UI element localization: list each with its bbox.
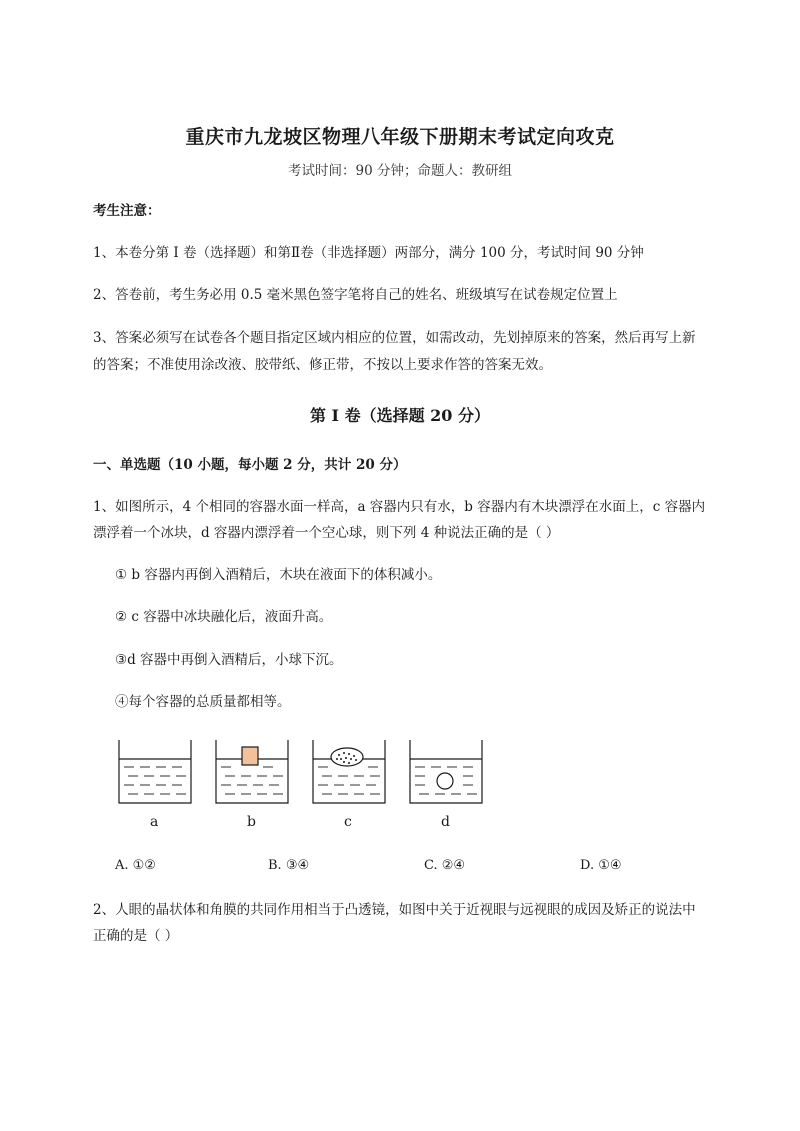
- container-c: [313, 740, 385, 803]
- page-title: 重庆市九龙坡区物理八年级下册期末考试定向攻克: [185, 126, 615, 148]
- section-title: 第 I 卷（选择题 20 分）: [309, 406, 491, 425]
- notice-item-3-line-1: 3、答案必须写在试卷各个题目指定区域内相应的位置，如需改动，先划掉原来的答案，然后再写上新: [93, 330, 696, 346]
- question-1-line-2: 漂浮着一个冰块，d 容器内漂浮着一个空心球，则下列 4 种说法正确的是（ ）: [93, 525, 560, 541]
- container-b: [216, 740, 288, 803]
- label-d: d: [441, 814, 450, 830]
- statement-3: ③d 容器中再倒入酒精后，小球下沉。: [115, 652, 343, 668]
- containers-figure: [108, 732, 508, 842]
- question-1-line-1: 1、如图所示，4 个相同的容器水面一样高，a 容器内只有水，b 容器内有木块漂浮在水面上，c 容器内: [93, 499, 706, 515]
- option-c[interactable]: C. ②④: [424, 858, 466, 873]
- part-heading: 一、单选题（10 小题，每小题 2 分，共计 20 分）: [93, 457, 407, 473]
- option-d[interactable]: D. ①④: [580, 858, 622, 873]
- statement-2: ② c 容器中冰块融化后，液面升高。: [115, 609, 333, 625]
- container-d: [410, 740, 482, 803]
- option-a[interactable]: A. ①②: [115, 858, 156, 873]
- notice-heading: 考生注意：: [93, 203, 161, 219]
- label-a: a: [150, 814, 159, 830]
- exam-info: 考试时间：90 分钟；命题人：教研组: [288, 163, 512, 179]
- container-a: [119, 740, 191, 803]
- statement-4: ④每个容器的总质量都相等。: [115, 694, 291, 710]
- hollow-ball: [437, 773, 453, 789]
- option-b[interactable]: B. ③④: [268, 858, 310, 873]
- label-c: c: [344, 814, 352, 830]
- question-2-line-1: 2、人眼的晶状体和角膜的共同作用相当于凸透镜，如图中关于近视眼与远视眼的成因及矫正的说法中: [93, 902, 696, 918]
- notice-item-2: 2、答卷前，考生务必用 0.5 毫米黑色签字笔将自己的姓名、班级填写在试卷规定位置上: [93, 287, 618, 303]
- question-2-line-2: 正确的是（ ）: [93, 928, 179, 944]
- notice-item-1: 1、本卷分第 I 卷（选择题）和第Ⅱ卷（非选择题）两部分，满分 100 分，考试时间 90 分钟: [93, 245, 644, 261]
- ice-block: [331, 748, 363, 766]
- notice-item-3-line-2: 的答案；不准使用涂改液、胶带纸、修正带，不按以上要求作答的答案无效。: [93, 357, 552, 373]
- statement-1: ① b 容器内再倒入酒精后，木块在液面下的体积减小。: [115, 567, 442, 583]
- label-b: b: [247, 814, 256, 830]
- wood-block: [242, 747, 258, 765]
